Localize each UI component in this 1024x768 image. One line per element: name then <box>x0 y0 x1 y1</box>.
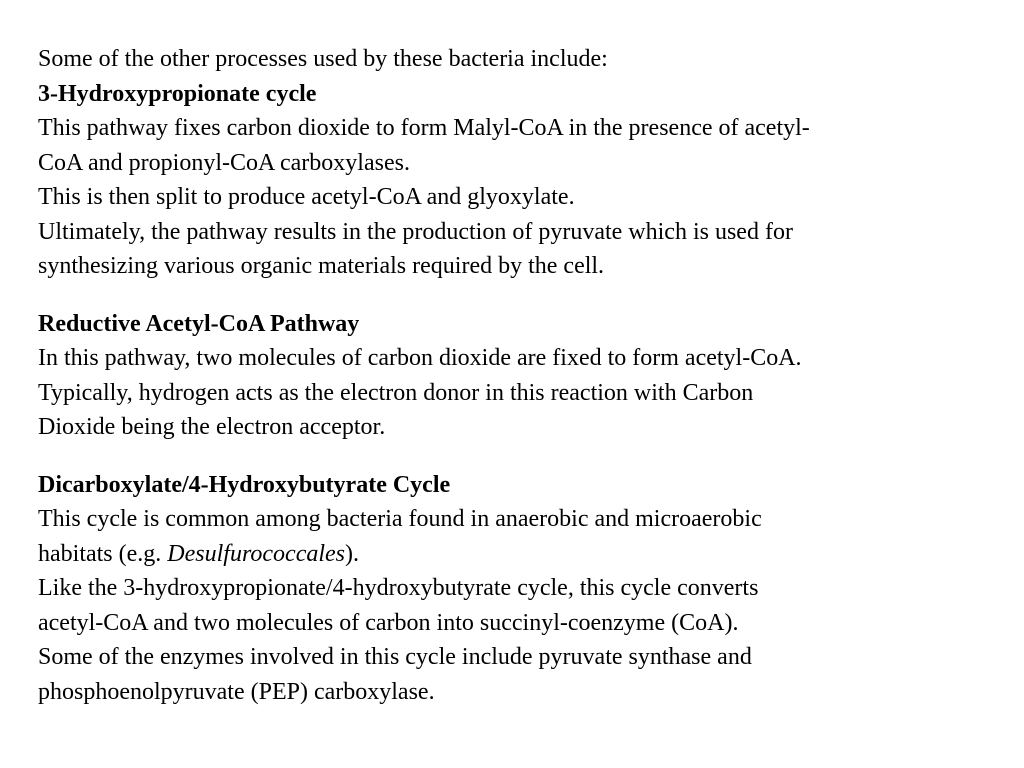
section-heading-3-hydroxypropionate: 3-Hydroxypropionate cycle <box>38 80 317 107</box>
section-spacer <box>38 284 978 307</box>
paragraph-line: Like the 3-hydroxypropionate/4-hydroxybutyrate cycle, this cycle converts <box>38 575 759 601</box>
paragraph-line: This is then split to produce acetyl-CoA and glyoxylate. <box>38 184 575 210</box>
paragraph-line: Some of the enzymes involved in this cycle include pyruvate synthase and <box>38 644 752 670</box>
habitat-suffix: ). <box>345 540 360 567</box>
habitat-italic-name: Desulfurococcales <box>167 540 346 567</box>
paragraph-line-habitats <box>38 537 978 572</box>
slide-text-body <box>38 42 978 709</box>
intro-text: Some of the other processes used by these bacteria include: <box>38 46 608 72</box>
paragraph-line: synthesizing various organic materials required by the cell. <box>38 253 605 279</box>
paragraph-line: This pathway fixes carbon dioxide to form Malyl-CoA in the presence of acetyl- <box>38 115 810 141</box>
paragraph-line: Ultimately, the pathway results in the production of pyruvate which is used for <box>38 218 793 245</box>
paragraph-line: CoA and propionyl-CoA carboxylases. <box>38 149 410 176</box>
habitat-prefix: habitats (e.g. <box>38 540 168 567</box>
paragraph-line: This cycle is common among bacteria found in anaerobic and microaerobic <box>38 506 762 532</box>
section-heading-reductive-acetyl-coa: Reductive Acetyl-CoA Pathway <box>38 310 360 337</box>
paragraph-line: acetyl-CoA and two molecules of carbon into succinyl-coenzyme (CoA). <box>38 609 739 636</box>
section-heading-dicarboxylate-cycle: Dicarboxylate/4-Hydroxybutyrate Cycle <box>38 471 451 498</box>
paragraph-line: Typically, hydrogen acts as the electron donor in this reaction with Carbon <box>38 379 754 406</box>
paragraph-line: In this pathway, two molecules of carbon dioxide are fixed to form acetyl-CoA. <box>38 345 802 371</box>
section-spacer <box>38 445 978 468</box>
paragraph-line: phosphoenolpyruvate (PEP) carboxylase. <box>38 678 435 705</box>
paragraph-line: Dioxide being the electron acceptor. <box>38 414 386 440</box>
